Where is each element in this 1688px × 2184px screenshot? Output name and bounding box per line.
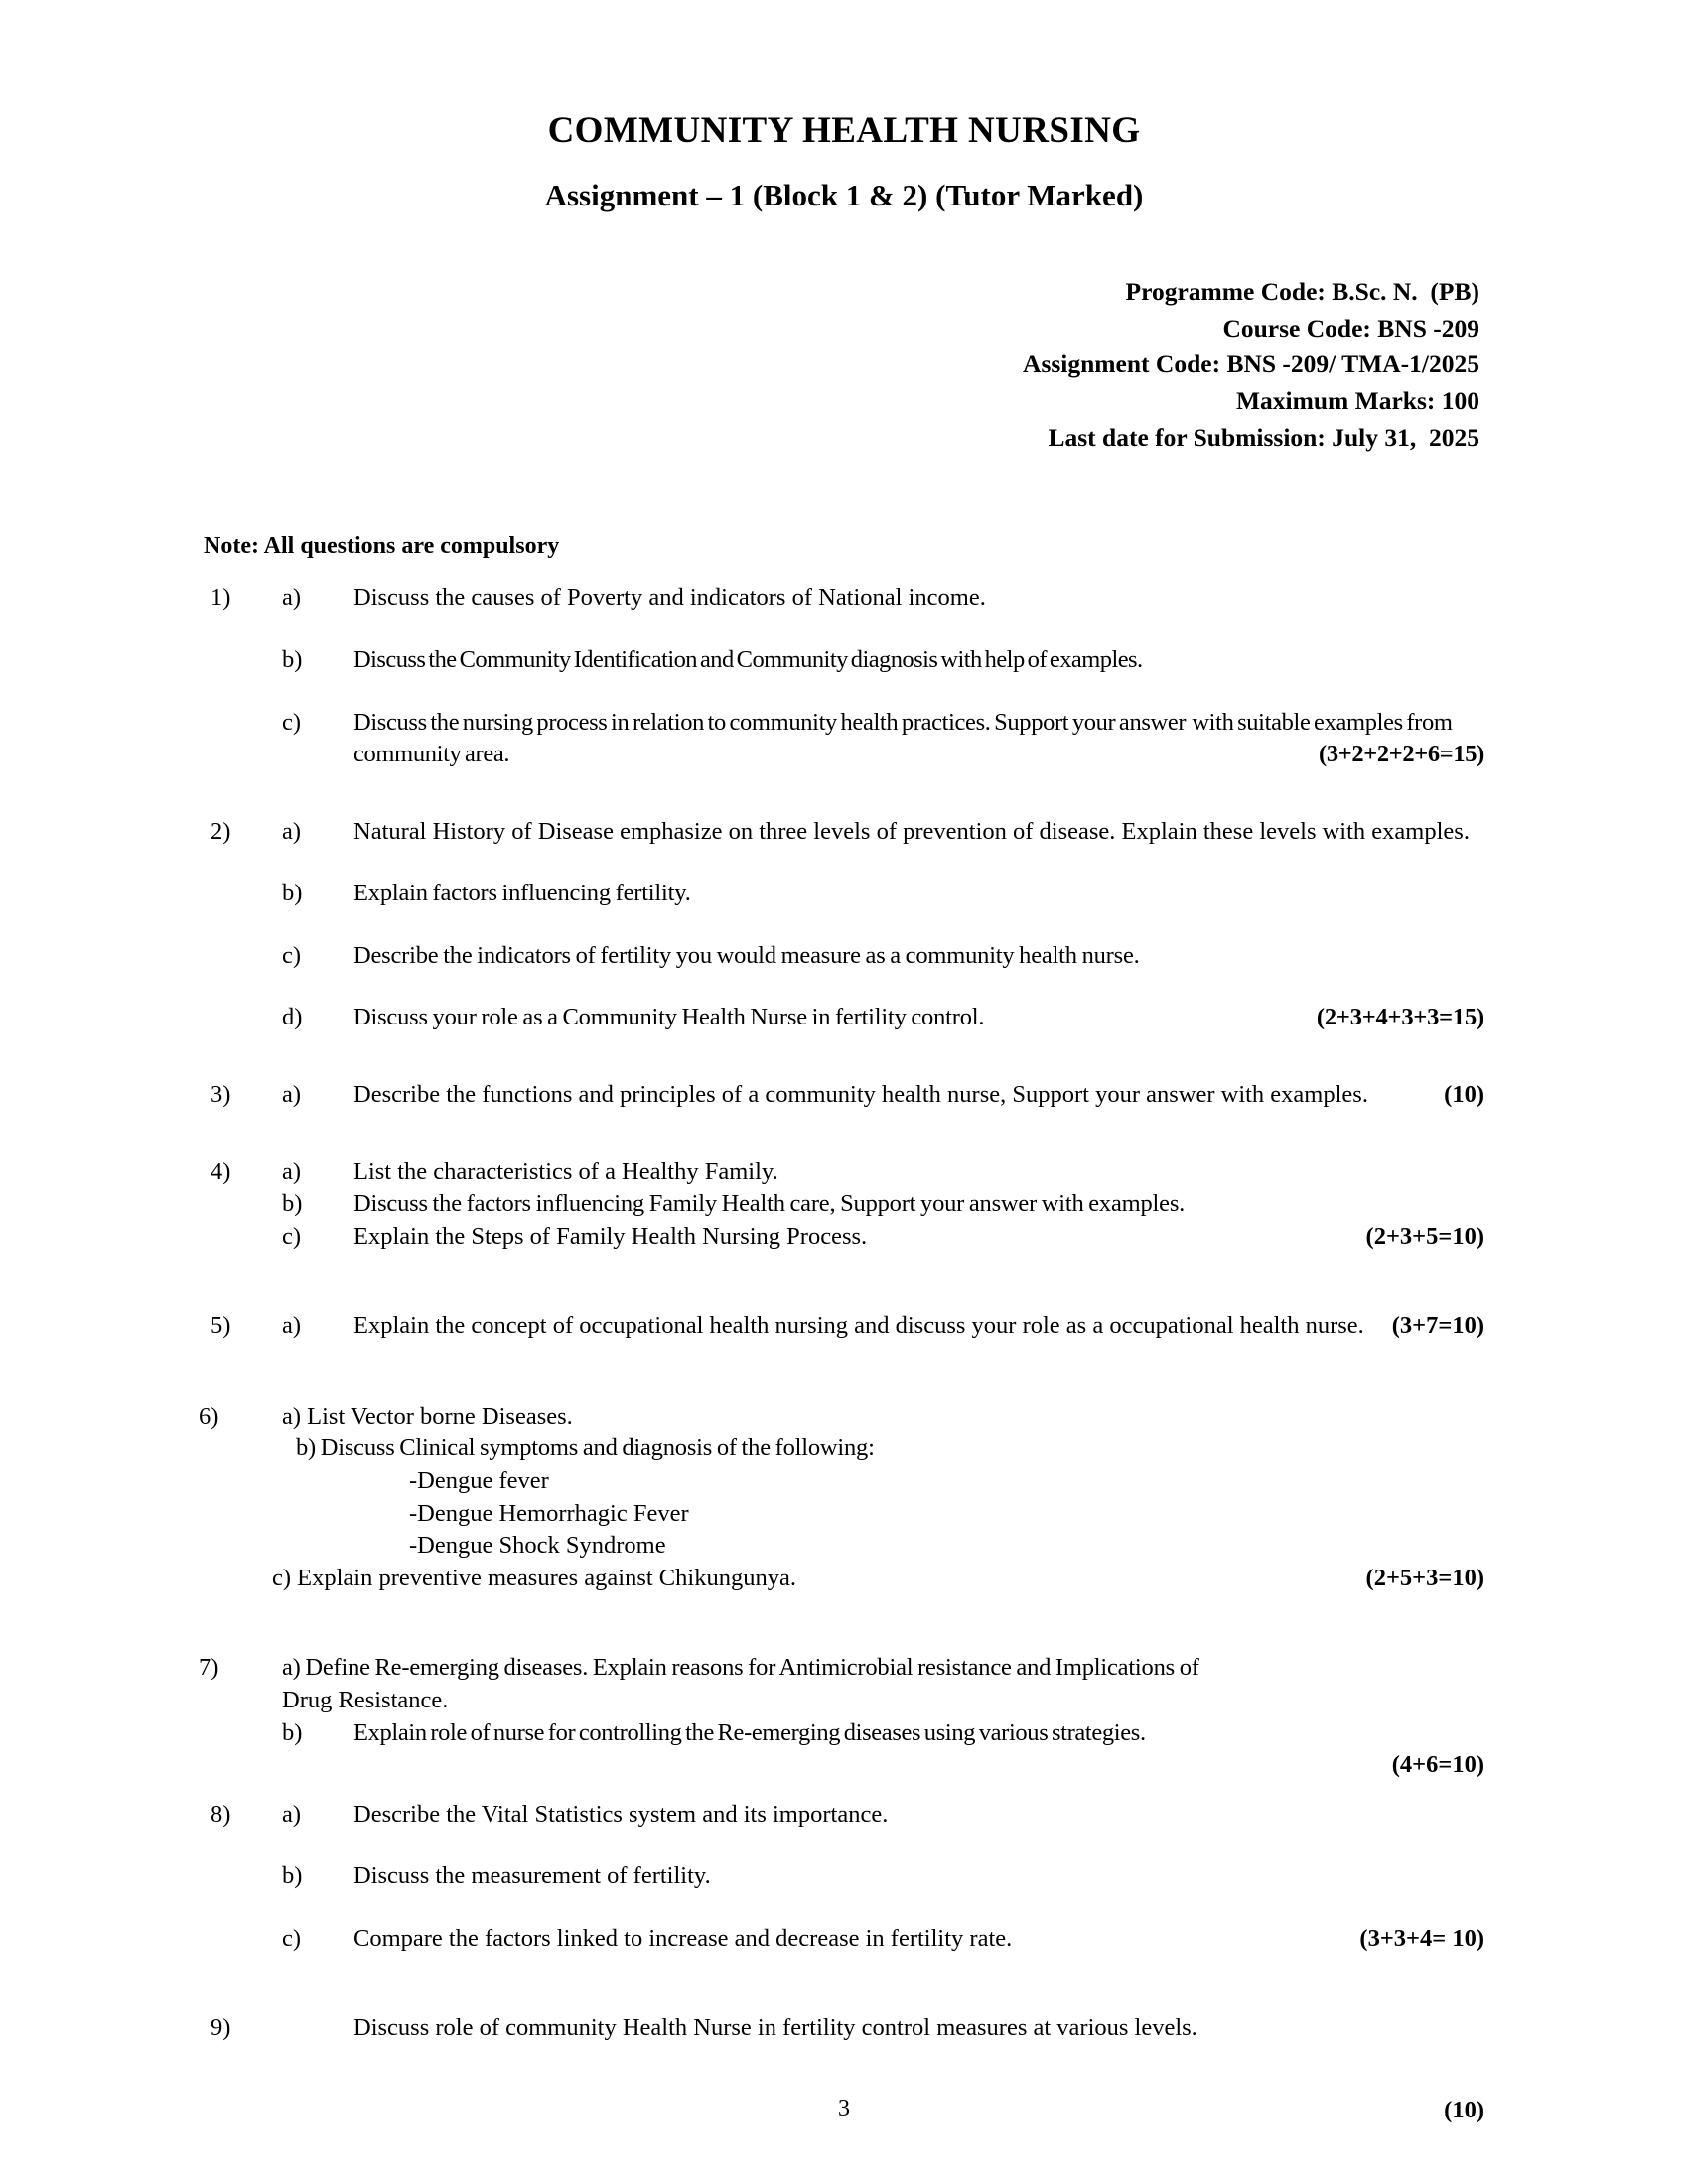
compulsory-note: Note: All questions are compulsory <box>204 533 560 560</box>
question-2-b <box>0 878 1688 910</box>
question-2-a <box>0 816 1688 849</box>
question-6-sub-item-1: -Dengue fever <box>409 1467 549 1495</box>
question-2-number: 2) <box>211 817 231 845</box>
question-8-a-letter: a) <box>282 1800 302 1828</box>
question-2-c-letter: c) <box>282 941 302 969</box>
question-1-c-line-1: Discuss the nursing process in relation to community health practices. Support your answer <box>353 708 1187 736</box>
question-3-a-line-2 <box>1220 1081 1484 1108</box>
question-2-a-letter: a) <box>282 817 302 845</box>
question-7-a-line-1: a) Define Re-emerging diseases. Explain reasons for Antimicrobial resistance and Implications of <box>282 1654 1199 1682</box>
course-metadata-block <box>0 274 1688 457</box>
question-3-a-text <box>353 1079 1688 1112</box>
question-1-marks: (3+2+2+2+6=15) <box>1319 741 1484 768</box>
question-2-d-body: Discuss your role as a Community Health Nurse in fertility control. <box>353 1004 985 1031</box>
question-4-b-text: Discuss the factors influencing Family Health care, Support your answer with examples. <box>353 1190 1186 1218</box>
question-8-a-text: Describe the Vital Statistics system and its importance. <box>353 1800 889 1828</box>
question-9 <box>0 2012 1688 2045</box>
question-2-c <box>0 940 1688 973</box>
meta-last-date: Last date for Submission: July 31, 2025 <box>1048 422 1479 452</box>
question-6-body <box>272 1401 1688 1594</box>
question-3-a-letter: a) <box>282 1081 302 1108</box>
question-8-a <box>0 1799 1688 1832</box>
question-4-c-body: Explain the Steps of Family Health Nursing Process. <box>353 1222 868 1250</box>
question-3-a-line-2-text: with examples. <box>1220 1081 1368 1108</box>
question-6-a-text: a) List Vector borne Diseases. <box>282 1402 573 1430</box>
question-2-b-letter: b) <box>282 880 303 907</box>
question-6-number: 6) <box>199 1402 219 1430</box>
question-6-b-text: b) Discuss Clinical symptoms and diagnosis of the following: <box>296 1434 875 1462</box>
question-1-c-letter: c) <box>282 708 302 736</box>
question-6-c-text: c) Explain preventive measures against Chikungunya. <box>272 1564 796 1591</box>
question-4-a-text: List the characteristics of a Healthy Family. <box>353 1158 778 1185</box>
question-1-a-letter: a) <box>282 584 302 612</box>
question-list <box>0 582 1688 2124</box>
question-6-marks: (2+5+3=10) <box>1365 1564 1484 1591</box>
question-8-c-letter: c) <box>282 1924 302 1952</box>
question-2-d-text <box>353 1002 1688 1034</box>
question-3-number: 3) <box>211 1081 231 1108</box>
question-7-number: 7) <box>199 1654 219 1682</box>
question-7-b-text: Explain role of nurse for controlling the Re-emerging diseases using various strategies. <box>353 1718 1146 1746</box>
question-1-c-line-2-text: with suitable examples from community area. <box>353 708 1453 768</box>
question-8-c <box>0 1923 1688 1956</box>
question-2-a-line-2: these levels with examples. <box>1202 817 1470 845</box>
question-4-number: 4) <box>211 1158 231 1185</box>
question-2-d <box>0 1002 1688 1034</box>
question-4-c-letter: c) <box>282 1222 302 1250</box>
question-7-a-line-2: Drug Resistance. <box>282 1686 449 1713</box>
meta-assignment-code: Assignment Code: BNS -209/ TMA-1/2025 <box>1023 349 1479 379</box>
question-5-a-line-2-text: occupational health nurse. <box>1109 1312 1364 1340</box>
question-8-b-text: Discuss the measurement of fertility. <box>353 1862 711 1890</box>
question-8-b-letter: b) <box>282 1862 303 1890</box>
question-3-a-line-1: Describe the functions and principles of a community health nurse, Support your answer <box>353 1081 1215 1108</box>
question-5-number: 5) <box>211 1312 231 1340</box>
question-1-c-text <box>353 707 1688 771</box>
question-1-a-text: Discuss the causes of Poverty and indicators of National income. <box>353 584 986 612</box>
question-2-marks: (2+3+4+3+3=15) <box>1316 1004 1484 1031</box>
question-8-marks: (3+3+4= 10) <box>1359 1924 1484 1952</box>
question-5-a-line-1: Explain the concept of occupational health nursing and discuss your role as a <box>353 1312 1104 1340</box>
question-4-b <box>0 1188 1688 1221</box>
question-1-c <box>0 707 1688 771</box>
question-8-c-text <box>353 1923 1688 1956</box>
meta-programme-code: Programme Code: B.Sc. N. (PB) <box>1125 276 1479 306</box>
question-8-c-body: Compare the factors linked to increase and decrease in fertility rate. <box>353 1924 1013 1952</box>
question-1-b-text: Discuss the Community Identification and Community diagnosis with help of examples. <box>353 645 1143 673</box>
question-9-marks: (10) <box>1444 2096 1484 2123</box>
question-4-c <box>0 1221 1688 1254</box>
question-5-marks: (3+7=10) <box>1391 1312 1484 1340</box>
question-4-c-text <box>353 1221 1688 1254</box>
meta-course-code: Course Code: BNS -209 <box>1222 313 1479 342</box>
question-2-a-line-1: Natural History of Disease emphasize on three levels of prevention of disease. Explain <box>353 817 1197 845</box>
question-3-a <box>0 1079 1688 1112</box>
question-5-a-line-2 <box>1109 1312 1484 1340</box>
meta-maximum-marks: Maximum Marks: 100 <box>1235 385 1479 415</box>
question-4-a <box>0 1157 1688 1189</box>
question-7-marks: (4+6=10) <box>1391 1751 1484 1779</box>
question-2-a-text <box>353 816 1688 849</box>
assignment-subtitle: Assignment – 1 (Block 1 & 2) (Tutor Marked) <box>544 177 1144 212</box>
question-4-b-letter: b) <box>282 1190 303 1218</box>
question-5-a-text <box>353 1310 1688 1343</box>
page-number: 3 <box>838 2096 850 2121</box>
question-9-number: 9) <box>211 2014 231 2042</box>
question-4-a-letter: a) <box>282 1158 302 1185</box>
question-5-a <box>0 1310 1688 1343</box>
question-4-marks: (2+3+5=10) <box>1365 1222 1484 1250</box>
question-2-b-text: Explain factors influencing fertility. <box>353 880 691 907</box>
question-1-b-letter: b) <box>282 645 303 673</box>
question-1-number: 1) <box>211 584 231 612</box>
question-7-b-letter: b) <box>282 1718 303 1746</box>
question-3-marks: (10) <box>1444 1081 1484 1108</box>
page-title: COMMUNITY HEALTH NURSING <box>547 110 1141 151</box>
question-6-c-row <box>272 1563 1484 1595</box>
question-8-b <box>0 1860 1688 1893</box>
question-9-text: Discuss role of community Health Nurse in fertility control measures at various levels. <box>353 2014 1197 2042</box>
question-7-b-row <box>282 1717 1484 1750</box>
question-5-a-letter: a) <box>282 1312 302 1340</box>
question-8-number: 8) <box>211 1800 231 1828</box>
question-2-d-letter: d) <box>282 1004 303 1031</box>
question-2-c-text: Describe the indicators of fertility you would measure as a community health nurse. <box>353 941 1140 969</box>
question-6 <box>0 1401 1688 1594</box>
question-1-b <box>0 644 1688 677</box>
question-1-a <box>0 582 1688 614</box>
question-6-sub-item-2: -Dengue Hemorrhagic Fever <box>409 1499 689 1527</box>
question-7-body <box>282 1652 1688 1781</box>
question-7-marks-row <box>282 1749 1484 1782</box>
question-6-sub-item-3: -Dengue Shock Syndrome <box>409 1532 666 1560</box>
question-7 <box>0 1652 1688 1781</box>
